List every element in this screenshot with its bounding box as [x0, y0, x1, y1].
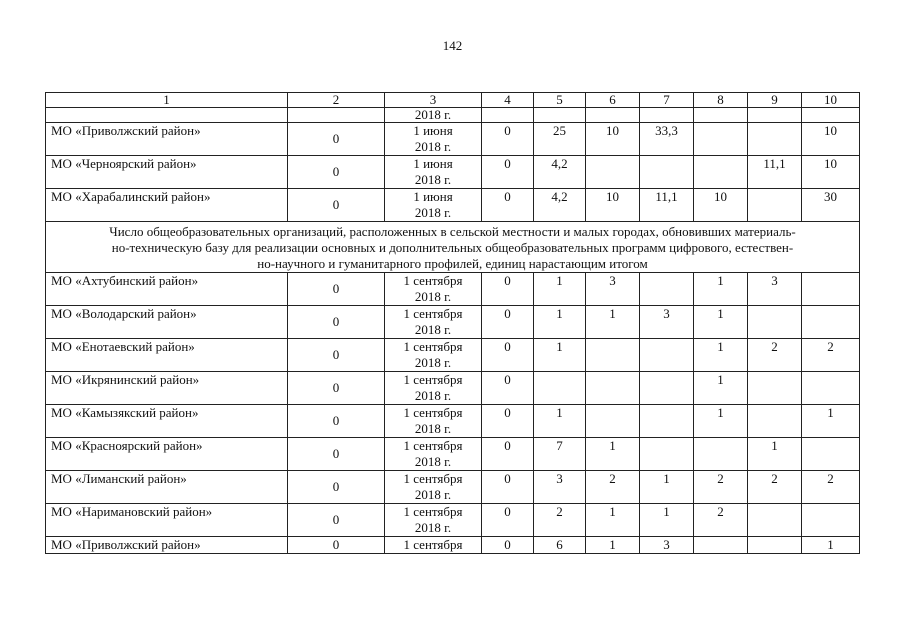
- date-year: 2018 г.: [414, 454, 452, 469]
- baseline-value: 0: [288, 273, 385, 306]
- value-cell: [748, 306, 802, 339]
- value-cell: [534, 372, 586, 405]
- value-cell: [694, 156, 748, 189]
- table-row: [46, 372, 860, 405]
- date-day: 1 июня: [413, 123, 453, 138]
- baseline-value: 0: [288, 156, 385, 189]
- value-cell: [694, 438, 748, 471]
- value-cell: 2: [534, 504, 586, 537]
- district-name: МО «Черноярский район»: [46, 156, 288, 189]
- header-cell: 2: [288, 93, 385, 108]
- value-cell: 0: [482, 123, 534, 156]
- date-day: 1 сентября: [403, 471, 463, 486]
- baseline-value: 0: [288, 504, 385, 537]
- date-day: 1 июня: [413, 189, 453, 204]
- baseline-value: 0: [288, 372, 385, 405]
- value-cell: 0: [482, 537, 534, 554]
- table-row: [46, 537, 860, 554]
- value-cell: 2: [802, 471, 860, 504]
- date-year: 2018 г.: [414, 205, 452, 220]
- value-cell: [748, 405, 802, 438]
- data-table: [45, 92, 860, 554]
- district-name: МО «Лиманский район»: [46, 471, 288, 504]
- date-cell: [385, 189, 482, 222]
- value-cell: [748, 189, 802, 222]
- header-cell: 1: [46, 93, 288, 108]
- baseline-value: 0: [288, 123, 385, 156]
- value-cell: 0: [482, 189, 534, 222]
- baseline-value: 0: [288, 339, 385, 372]
- table-row: [46, 156, 860, 189]
- table-row: [46, 438, 860, 471]
- district-name: МО «Приволжский район»: [46, 123, 288, 156]
- section-heading-line: Число общеобразовательных организаций, расположенных в сельской местности и малых городах, обновивших материаль-: [109, 224, 796, 239]
- value-cell: 2: [694, 504, 748, 537]
- value-cell: 10: [802, 123, 860, 156]
- date-cell: [385, 156, 482, 189]
- value-cell: 1: [802, 405, 860, 438]
- value-cell: 1: [694, 372, 748, 405]
- district-name: МО «Икрянинский район»: [46, 372, 288, 405]
- value-cell: 0: [482, 438, 534, 471]
- value-cell: 1: [694, 339, 748, 372]
- value-cell: [586, 405, 640, 438]
- value-cell: 11,1: [748, 156, 802, 189]
- date-cell: [385, 438, 482, 471]
- date-year: 2018 г.: [414, 487, 452, 502]
- value-cell: 2: [802, 339, 860, 372]
- date-day: 1 сентября: [403, 372, 463, 387]
- date-cell: 2018 г.: [385, 108, 482, 123]
- header-cell: 10: [802, 93, 860, 108]
- section-heading-line: но-научного и гуманитарного профилей, единиц нарастающим итогом: [257, 256, 648, 271]
- table-row: [46, 405, 860, 438]
- date-cell: [385, 471, 482, 504]
- date-year: 2018 г.: [414, 139, 452, 154]
- value-cell: 7: [534, 438, 586, 471]
- date-year: 2018 г.: [414, 520, 452, 535]
- date-year: 2018 г.: [414, 289, 452, 304]
- district-name: МО «Наримановский район»: [46, 504, 288, 537]
- value-cell: [640, 273, 694, 306]
- value-cell: 0: [482, 273, 534, 306]
- date-day: 1 сентября: [403, 339, 463, 354]
- value-cell: 1: [586, 537, 640, 554]
- date-day: 1 сентября: [403, 405, 463, 420]
- date-cell: [385, 537, 482, 554]
- value-cell: 6: [534, 537, 586, 554]
- value-cell: 1: [534, 273, 586, 306]
- value-cell: 3: [640, 306, 694, 339]
- district-name: МО «Ахтубинский район»: [46, 273, 288, 306]
- value-cell: 0: [482, 306, 534, 339]
- date-cell: [385, 372, 482, 405]
- date-year: 2018 г.: [414, 388, 452, 403]
- date-year: 2018 г.: [414, 322, 452, 337]
- value-cell: 1: [534, 306, 586, 339]
- value-cell: 33,3: [640, 123, 694, 156]
- value-cell: 0: [482, 504, 534, 537]
- value-cell: [802, 504, 860, 537]
- value-cell: 3: [640, 537, 694, 554]
- value-cell: [640, 405, 694, 438]
- table-row: [46, 123, 860, 156]
- date-day: 1 сентября: [403, 438, 463, 453]
- date-year: 2018 г.: [414, 355, 452, 370]
- date-year: 2018 г.: [414, 421, 452, 436]
- value-cell: 3: [534, 471, 586, 504]
- baseline-value: 0: [288, 471, 385, 504]
- value-cell: 10: [802, 156, 860, 189]
- value-cell: 10: [694, 189, 748, 222]
- table-row: [46, 189, 860, 222]
- value-cell: 1: [586, 504, 640, 537]
- header-cell: 3: [385, 93, 482, 108]
- value-cell: 3: [748, 273, 802, 306]
- continuation-row: [46, 108, 860, 123]
- value-cell: [802, 273, 860, 306]
- value-cell: 2: [586, 471, 640, 504]
- value-cell: [640, 339, 694, 372]
- section-heading: [46, 222, 860, 273]
- value-cell: [748, 372, 802, 405]
- value-cell: 11,1: [640, 189, 694, 222]
- baseline-value: 0: [288, 405, 385, 438]
- value-cell: 0: [482, 339, 534, 372]
- value-cell: 1: [694, 405, 748, 438]
- header-cell: 4: [482, 93, 534, 108]
- value-cell: 2: [694, 471, 748, 504]
- value-cell: 1: [586, 306, 640, 339]
- date-cell: [385, 339, 482, 372]
- value-cell: 10: [586, 123, 640, 156]
- district-name: МО «Приволжский район»: [46, 537, 288, 554]
- section-row: [46, 222, 860, 273]
- date-day: 1 сентября: [403, 537, 463, 552]
- value-cell: [802, 372, 860, 405]
- value-cell: [694, 123, 748, 156]
- page-number: 142: [442, 38, 463, 53]
- header-cell: 8: [694, 93, 748, 108]
- value-cell: 1: [534, 339, 586, 372]
- district-name: МО «Красноярский район»: [46, 438, 288, 471]
- value-cell: 30: [802, 189, 860, 222]
- baseline-value: 0: [288, 189, 385, 222]
- value-cell: 10: [586, 189, 640, 222]
- value-cell: [640, 372, 694, 405]
- table-row: [46, 339, 860, 372]
- value-cell: 1: [802, 537, 860, 554]
- header-cell: 7: [640, 93, 694, 108]
- date-cell: [385, 504, 482, 537]
- date-cell: [385, 273, 482, 306]
- table-row: [46, 471, 860, 504]
- header-cell: 5: [534, 93, 586, 108]
- baseline-value: 0: [288, 537, 385, 554]
- date-day: 1 сентября: [403, 306, 463, 321]
- district-name: МО «Харабалинский район»: [46, 189, 288, 222]
- date-day: 1 сентября: [403, 504, 463, 519]
- value-cell: 2: [748, 471, 802, 504]
- header-cell: 9: [748, 93, 802, 108]
- value-cell: 25: [534, 123, 586, 156]
- value-cell: 0: [482, 156, 534, 189]
- header-row: [46, 93, 860, 108]
- value-cell: 1: [694, 306, 748, 339]
- district-name: МО «Володарский район»: [46, 306, 288, 339]
- value-cell: 0: [482, 405, 534, 438]
- date-cell: [385, 405, 482, 438]
- table-row: [46, 273, 860, 306]
- value-cell: 1: [748, 438, 802, 471]
- value-cell: 1: [694, 273, 748, 306]
- district-name: МО «Камызякский район»: [46, 405, 288, 438]
- value-cell: [694, 537, 748, 554]
- value-cell: 0: [482, 372, 534, 405]
- baseline-value: 0: [288, 438, 385, 471]
- value-cell: [802, 306, 860, 339]
- value-cell: [640, 438, 694, 471]
- value-cell: 1: [640, 471, 694, 504]
- value-cell: [748, 537, 802, 554]
- value-cell: 4,2: [534, 189, 586, 222]
- value-cell: 1: [640, 504, 694, 537]
- value-cell: [586, 372, 640, 405]
- district-name: МО «Енотаевский район»: [46, 339, 288, 372]
- value-cell: 1: [534, 405, 586, 438]
- value-cell: 4,2: [534, 156, 586, 189]
- value-cell: [586, 339, 640, 372]
- section-heading-line: но-техническую базу для реализации основных и дополнительных общеобразовательных программ цифрового, естествен-: [111, 240, 794, 255]
- date-cell: [385, 123, 482, 156]
- value-cell: [586, 156, 640, 189]
- date-cell: [385, 306, 482, 339]
- value-cell: [802, 438, 860, 471]
- baseline-value: 0: [288, 306, 385, 339]
- header-cell: 6: [586, 93, 640, 108]
- table-row: [46, 504, 860, 537]
- value-cell: 1: [586, 438, 640, 471]
- value-cell: 2: [748, 339, 802, 372]
- value-cell: 3: [586, 273, 640, 306]
- date-year: 2018 г.: [414, 172, 452, 187]
- value-cell: [748, 123, 802, 156]
- value-cell: [640, 156, 694, 189]
- date-day: 1 июня: [413, 156, 453, 171]
- value-cell: [748, 504, 802, 537]
- value-cell: 0: [482, 471, 534, 504]
- date-day: 1 сентября: [403, 273, 463, 288]
- table-row: [46, 306, 860, 339]
